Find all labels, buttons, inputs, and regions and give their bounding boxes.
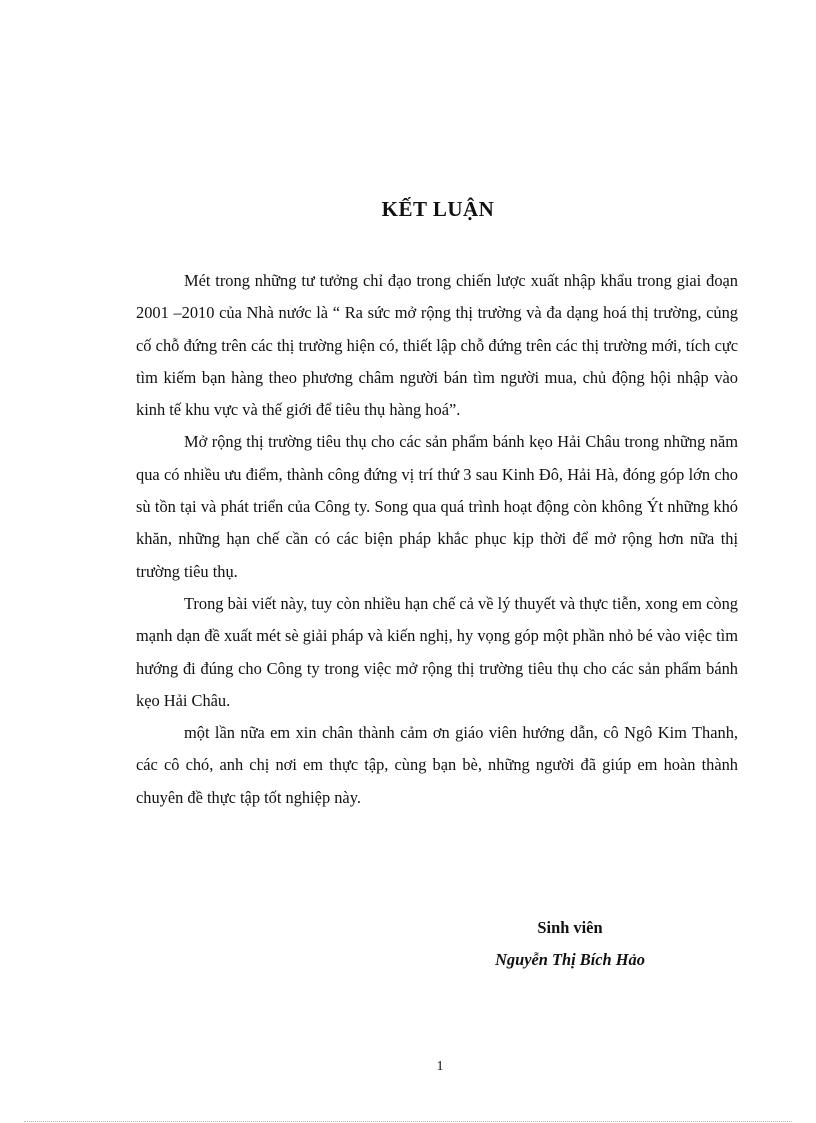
paragraph-4: một lần nữa em xin chân thành cảm ơn giáo viên hướng dẫn, cô Ngô Kim Thanh, các cô chó, anh chị nơi em thực tập, cùng bạn bè, những người đã giúp em hoàn thành chuyên đề thực tập tốt nghiệp này. <box>136 723 738 807</box>
paragraph-1: Mét trong những tư tưởng chỉ đạo trong chiến lược xuất nhập khẩu trong giai đoạn 2001 –2010 của Nhà nước là “ Ra sức mở rộng thị trường và đa dạng hoá thị trường, củng cố chỗ đứng trên các thị trường hiện có, thiết lập chỗ đứng trên các thị trường mới, tích cực tìm kiếm bạn hàng theo phương châm người bán tìm người mua, chủ động hội nhập vào kinh tế khu vực và thế giới để tiêu thụ hàng hoá”. <box>136 271 738 420</box>
paragraph-2: Mở rộng thị trường tiêu thụ cho các sản phẩm bánh kẹo Hải Châu trong những năm qua có nhiều ưu điểm, thành công đứng vị trí thứ 3 sau Kinh Đô, Hải Hà, đóng góp lớn cho sù tồn tại và phát triển của Công ty. Song qua quá trình hoạt động còn không Ýt những khó khăn, những hạn chế cần có các biện pháp khắc phục kịp thời để mở rộng hơn nữa thị trường tiêu thụ. <box>136 432 738 581</box>
signature-block <box>440 912 700 976</box>
page-title: KẾT LUẬN <box>381 197 495 221</box>
conclusion-body <box>136 265 738 814</box>
signature-name: Nguyễn Thị Bích Hảo <box>495 950 645 969</box>
page-number: 1 <box>436 1059 444 1074</box>
signature-role: Sinh viên <box>537 918 603 937</box>
page-bottom-divider <box>24 1121 792 1122</box>
paragraph-3: Trong bài viết này, tuy còn nhiều hạn chế cả về lý thuyết và thực tiễn, xong em còng mạnh dạn đề xuất mét sè giải pháp và kiến nghị, hy vọng góp một phần nhỏ bé vào việc tìm hướng đi đúng cho Công ty trong việc mở rộng thị trường tiêu thụ cho các sản phẩm bánh kẹo Hải Châu. <box>136 593 738 710</box>
